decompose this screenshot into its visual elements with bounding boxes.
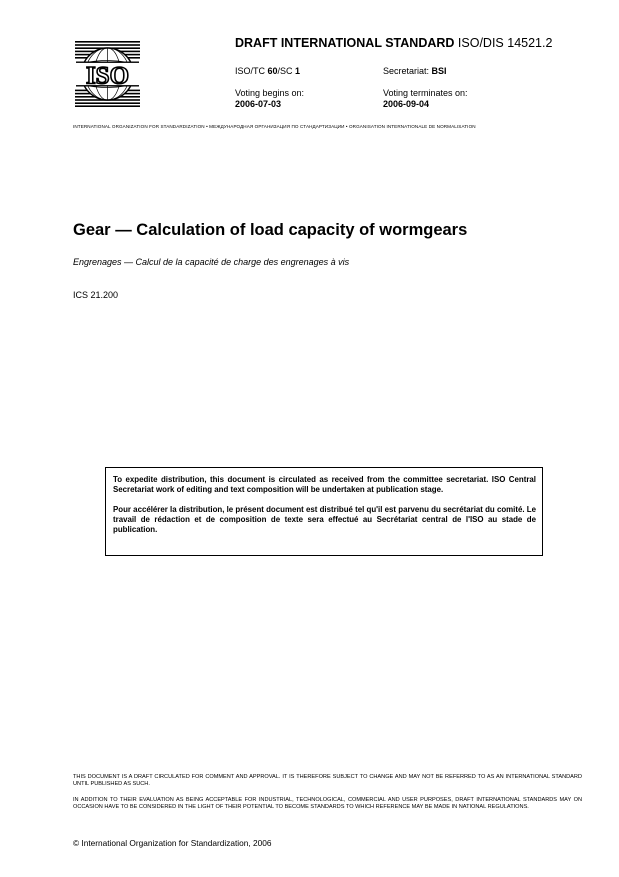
voting-terminates-label: Voting terminates on: bbox=[383, 88, 468, 98]
draft-standard-label: DRAFT INTERNATIONAL STANDARD bbox=[235, 36, 455, 50]
regulation-disclaimer: IN ADDITION TO THEIR EVALUATION AS BEING ACCEPTABLE FOR INDUSTRIAL, TECHNOLOGICAL, COMMERCIAL AND USER PURPOSES, DRAFT INTERNATIONAL STANDARDS MAY ON OCCASION HAVE TO BE CONSIDERED IN THE LIGHT OF THEIR POTENTIAL TO BECOME STANDARDS TO WHICH REFERENCE MAY BE MADE IN NATIONAL REGULATIONS. bbox=[73, 797, 582, 810]
voting-terminates-date: 2006-09-04 bbox=[383, 99, 430, 109]
secretariat-value: BSI bbox=[431, 66, 447, 76]
secretariat-label: Secretariat: bbox=[383, 66, 432, 76]
notice-english: To expedite distribution, this document is circulated as received from the committee secretariat. ISO Central Secretariat work of editing and text composition will be undertaken at publication stage. bbox=[113, 475, 536, 495]
committee-sc-number: 1 bbox=[295, 66, 301, 76]
document-title: Gear — Calculation of load capacity of wormgears bbox=[73, 221, 468, 239]
committee-sc-prefix: /SC bbox=[277, 66, 296, 76]
document-reference: ISO/DIS 14521.2 bbox=[457, 36, 553, 50]
voting-terminates bbox=[383, 88, 468, 110]
secretariat bbox=[383, 66, 447, 76]
committee-reference bbox=[235, 66, 300, 76]
draft-disclaimer: THIS DOCUMENT IS A DRAFT CIRCULATED FOR COMMENT AND APPROVAL. IT IS THEREFORE SUBJECT TO CHANGE AND MAY NOT BE REFERRED TO AS AN INTERNATIONAL STANDARD UNTIL PUBLISHED AS SUCH. bbox=[73, 774, 582, 787]
logo-wordmark: ISO bbox=[85, 62, 130, 90]
notice-french: Pour accélérer la distribution, le présent document est distribué tel qu'il est parvenu du secrétariat du comité. Le travail de rédaction et de composition de texte sera effectué au Secrétariat central de l'ISO au stade de publication. bbox=[113, 504, 536, 535]
voting-begins-date: 2006-07-03 bbox=[235, 99, 282, 109]
document-subtitle-french: Engrenages — Calcul de la capacité de charge des engrenages à vis bbox=[73, 257, 350, 267]
distribution-notice-box bbox=[105, 467, 543, 556]
ics-code: ICS 21.200 bbox=[73, 290, 119, 300]
organization-names-line: INTERNATIONAL ORGANIZATION FOR STANDARDIZATION • МЕЖДУНАРОДНАЯ ОРГАНИЗАЦИЯ ПО СТАНДАРТИЗАЦИИ • ORGANISATION INTERNATIONALE DE NORMALISATION bbox=[73, 124, 476, 129]
voting-begins-label: Voting begins on: bbox=[235, 88, 305, 98]
copyright-notice: © International Organization for Standardization, 2006 bbox=[73, 838, 272, 848]
committee-tc-number: 60 bbox=[267, 66, 278, 76]
document-status-title bbox=[235, 36, 552, 50]
committee-prefix: ISO/TC bbox=[235, 66, 268, 76]
voting-begins bbox=[235, 88, 304, 110]
iso-logo bbox=[75, 41, 140, 107]
